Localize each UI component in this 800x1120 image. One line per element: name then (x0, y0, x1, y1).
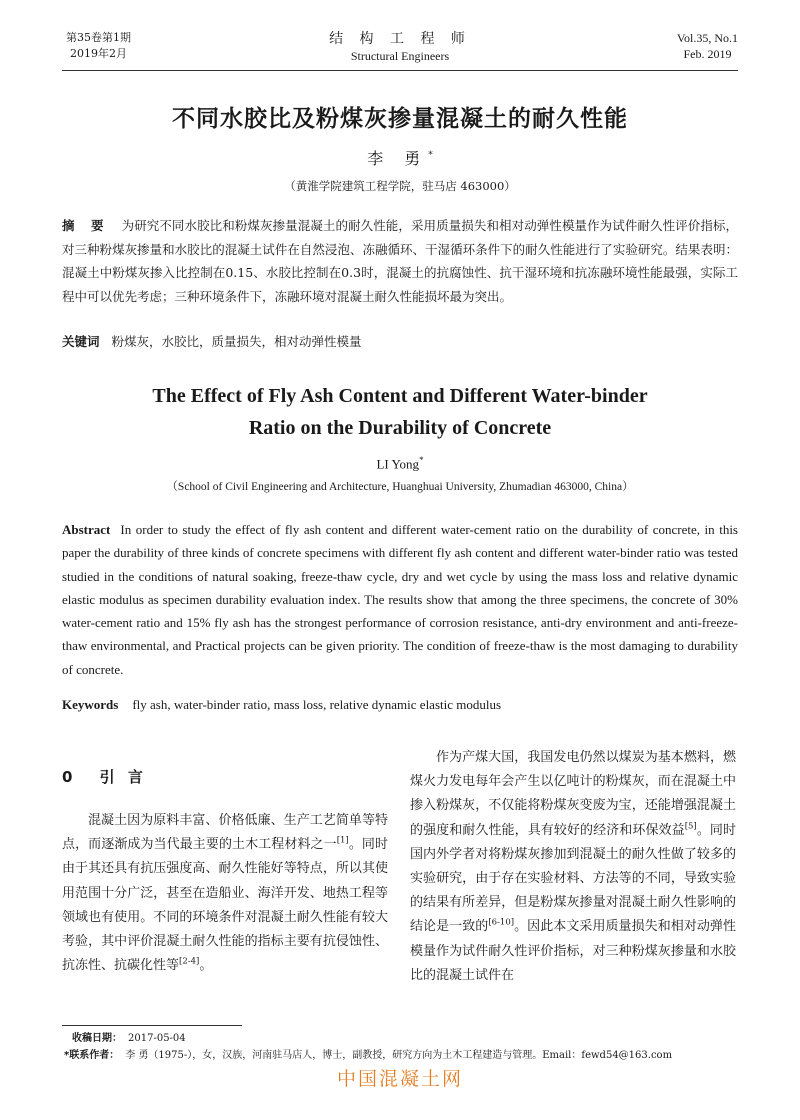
paper-title-en (0, 380, 800, 444)
body-column-left (62, 809, 388, 978)
site-watermark: 中国混凝土网 (336, 1068, 463, 1090)
received-date: 2017-05-04 (128, 1033, 186, 1044)
journal-name-en: Structural Engineers (350, 49, 450, 63)
citation: [5] (684, 821, 697, 832)
affiliation-cn: （黄淮学院建筑工程学院，驻马店 463000） (284, 179, 516, 193)
body-text: 。 (199, 958, 213, 974)
contact-info: 李 勇（1975-），女，汉族，河南驻马店人，博士，副教授，研究方向为土木工程建造与管理。Email：fewd54@163.com (125, 1050, 673, 1061)
paper-title-en-line1: The Effect of Fly Ash Content and Different Water-binder (152, 385, 648, 407)
body-text: 。因此本文采用质量损失和相对动弹性模量作为试件耐久性评价指标，对三种粉煤灰掺量和水胶比的混凝土试件在 (410, 919, 736, 983)
footnote-received (72, 1032, 186, 1046)
body-text: 作为产煤大国，我国发电仍然以煤炭为基本燃料，燃煤火力发电每年会产生以亿吨计的粉煤灰，而在混凝土中掺入粉煤灰，不仅能将粉煤灰变废为宝，还能增强混凝土的强度和耐久性能，具有较好的经济和环保效益 (410, 750, 736, 838)
keywords-cn-label: 关键词 (62, 334, 100, 349)
keywords-en-text: fly ash, water-binder ratio, mass loss, relative dynamic elastic modulus (132, 697, 502, 712)
issue-volume: 第35卷第1期 (66, 31, 131, 44)
journal-name-cn: 结 构 工 程 师 (329, 31, 471, 47)
body-paragraph (62, 809, 388, 978)
keywords-cn-text: 粉煤灰，水胶比，质量损失，相对动弹性模量 (111, 334, 362, 349)
author-cn (0, 146, 800, 169)
abstract-cn-label: 摘 要 (62, 218, 110, 233)
keywords-en (62, 697, 738, 713)
issue-date-en: Feb. 2019 (683, 47, 732, 61)
abstract-en-text: In order to study the effect of fly ash content and different water-cement ratio on the durability of concrete, in this paper the durability of three kinds of concrete specimens with different fly ash content and different water-binder ratio was tested studied in the conditions of natural soaking, freeze-thaw cycle, dry and wet cycle by using the mass loss and relative dynamic elastic modulus as specimen durability evaluation index. The results show that among the three specimens, the concrete of 30% water-cement ratio and 15% fly ash has the strongest performance of corrosion resistance, anti-dry environment and anti-freeze-thaw environmental, and Practical projects can be given priority. The condition of freeze-thaw is the most damaging to durability of concrete. (62, 522, 738, 677)
abstract-cn (62, 214, 738, 308)
issue-volume-en: Vol.35, No.1 (676, 31, 738, 45)
affiliation-en: （School of Civil Engineering and Architecture, Huanghuai University, Zhumadian 463000, China） (166, 481, 634, 493)
citation: [2-4] (179, 956, 200, 967)
footnote-contact (64, 1049, 672, 1063)
author-name-cn: 李 勇 (367, 149, 429, 168)
contact-label: *联系作者： (64, 1050, 120, 1061)
abstract-en-label: Abstract (62, 522, 111, 537)
received-label: 收稿日期： (72, 1033, 122, 1044)
author-mark-en: * (419, 455, 424, 465)
keywords-cn (62, 332, 738, 352)
issue-info-en (677, 30, 738, 62)
body-text: 。同时国内外学者对将粉煤灰掺加到混凝土的耐久性做了较多的实验研究，由于存在实验材料、方法等的不同，导致实验的结果有所差异，但是粉煤灰掺量对混凝土耐久性影响的结论是一致的 (410, 822, 736, 935)
section-heading (62, 766, 147, 787)
author-name-en: LI Yong (376, 456, 420, 472)
section-title: 引 言 (99, 768, 147, 786)
body-column-right (410, 746, 736, 988)
author-mark: * (428, 150, 433, 161)
abstract-en (62, 518, 738, 681)
citation: [6-10] (488, 918, 515, 929)
section-number: 0 (62, 768, 77, 786)
paper-title-en-line2: Ratio on the Durability of Concrete (248, 417, 552, 439)
body-paragraph (410, 746, 736, 988)
author-en (0, 455, 800, 472)
issue-date: 2019年2月 (70, 47, 127, 60)
paper-title-cn: 不同水胶比及粉煤灰掺量混凝土的耐久性能 (172, 106, 628, 132)
citation: [1] (336, 835, 349, 846)
keywords-en-label: Keywords (62, 697, 119, 712)
body-text: 。同时由于其还具有抗压强度高、耐久性能好等特点，所以其使用范围十分广泛，甚至在造船业、海洋开发、地热工程等领域也有使用。不同的环境条件对混凝土耐久性能有较大考验，其中评价混凝土耐久性能的指标主要有抗侵蚀性、抗冻性、抗碳化性等 (62, 837, 388, 974)
header-rule (62, 70, 738, 71)
footnote-rule (62, 1025, 242, 1026)
abstract-cn-text: 为研究不同水胶比和粉煤灰掺量混凝土的耐久性能，采用质量损失和相对动弹性模量作为试件耐久性评价指标，对三种粉煤灰掺量和水胶比的混凝土试件在自然浸泡、冻融循环、干湿循环条件下的耐久性能进行了实验研究。结果表明：混凝土中粉煤灰掺入比控制在0.15、水胶比控制在0.3时，混凝土的抗腐蚀性、抗干湿环境和抗冻融环境性能最强，实际工程中可以优先考虑；三种环境条件下，冻融环境对混凝土耐久性能损坏最为突出。 (62, 218, 738, 304)
body-text: 混凝土因为原料丰富、价格低廉、生产工艺简单等特点，而逐渐成为当代最主要的土木工程材料之一 (62, 813, 388, 853)
